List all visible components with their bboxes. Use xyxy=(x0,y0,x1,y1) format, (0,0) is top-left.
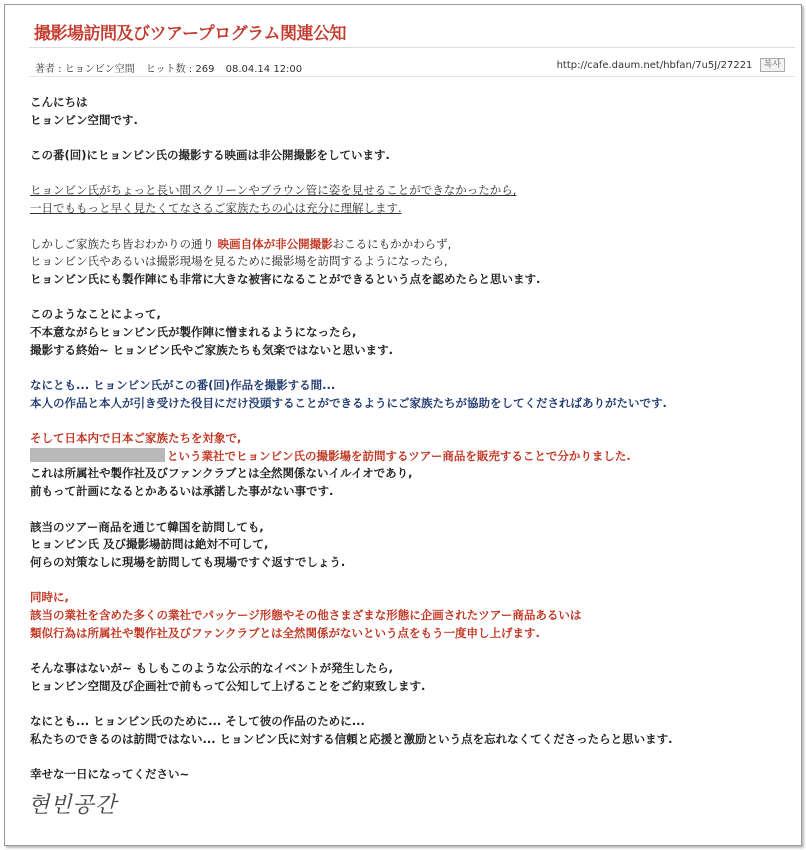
meta-divider xyxy=(29,76,795,77)
author-label: 著者 : ヒョンビン空間 xyxy=(35,64,135,75)
post-url-link[interactable]: http://cafe.daum.net/hbfan/7u5J/27221 xyxy=(556,60,753,71)
visit-policy-line: 何らの対策なしに現場を訪問しても現場ですぐ返すでしょう. xyxy=(30,554,346,569)
post-datetime: 08.04.14 12:00 xyxy=(225,64,303,75)
disclaimer-line: 類似行為は所属社や製作社及びファンクラブとは全然関係がないという点をもう一度申し上げます. xyxy=(30,625,540,640)
request-text: しかしご家族たち皆おわかりの通り xyxy=(30,236,214,251)
closing-paragraph-line: 私たちのできるのは訪問ではない... ヒョンビン氏に対する信頼と応援と激励という点を忘れなくてくださったらと思います. xyxy=(30,731,673,746)
closing-paragraph-line: なにとも... ヒョンビン氏のために... そして彼の作品のために... xyxy=(30,714,365,729)
understanding-line: 一日でももっと早く見たくてなさるご家族たちの心は充分に理解します. xyxy=(30,201,402,216)
handwritten-signature: 현빈공간 xyxy=(28,793,118,818)
understanding-line: ヒョンビン氏がちょっと長い間スクリーンやブラウン管に姿を見せることができなかったから, xyxy=(30,183,517,198)
tour-warning-line xyxy=(30,448,780,466)
highlight-closed-filming: 映画自体が非公開撮影 xyxy=(217,236,333,251)
post-url-area xyxy=(557,58,785,72)
request-text: おこるにもかかわらず, xyxy=(332,236,452,251)
consequence-line: 撮影する終始~ ヒョンビン氏やご家族たちも気楽ではないと思います. xyxy=(30,342,394,357)
tour-warning-text: という業社でヒョンビン氏の撮影場を訪問するツアー商品を販売することで分かりました. xyxy=(167,448,631,463)
cooperation-line: なにとも... ヒョンビン氏がこの番(回)作品を撮影する間... xyxy=(30,378,336,392)
promise-line: ヒョンビン空間及び企画社で前もって公知して上げることをご約束致します. xyxy=(30,678,426,693)
request-line xyxy=(30,236,780,254)
post-body xyxy=(30,94,780,784)
post-meta xyxy=(35,60,310,75)
post-title: 撮影場訪問及びツアープログラム関連公知 xyxy=(34,24,346,44)
tour-warning-line: 前もって計画になるとかあるいは承諾した事がない事です. xyxy=(30,484,334,499)
disclaimer-line: 同時に, xyxy=(30,590,69,605)
hits-label: ヒット数 : 269 xyxy=(145,64,215,75)
request-line: ヒョンビン氏やあるいは撮影現場を見るために撮影場を訪問するようになったら, xyxy=(30,254,448,269)
greeting-line: ヒョンビン空間です. xyxy=(30,112,138,127)
notice-line: この番(回)にヒョンビン氏の撮影する映画は非公開撮影をしています. xyxy=(30,148,390,163)
copy-url-button[interactable]: 복사 xyxy=(760,58,785,72)
redacted-company-name xyxy=(30,448,165,462)
tour-warning-line: そして日本内で日本ご家族たちを対象で, xyxy=(30,431,242,446)
visit-policy-line: 該当のツアー商品を通じて韓国を訪問しても, xyxy=(30,519,264,534)
consequence-line: このようなことによって, xyxy=(30,307,161,322)
title-divider xyxy=(29,47,795,48)
tour-warning-line: これは所属社や製作社及びファンクラブとは全然関係ないイルイオであり, xyxy=(30,466,413,481)
consequence-line: 不本意ながらヒョンビン氏が製作陣に憎まれるようになったら, xyxy=(30,324,357,339)
cooperation-line: 本人の作品と本人が引き受けた役目にだけ没頭することができるようにご家族たちが協助をしてくださればありがたいです. xyxy=(30,395,667,410)
disclaimer-line: 該当の業社を含めた多くの業社でパッケージ形態やその他さまざまな形態に企画されたツアー商品あるいは xyxy=(30,607,582,622)
promise-line: そんな事はないが~ もしもこのような公示的なイベントが発生したら, xyxy=(30,661,394,675)
greeting-line: こんにちは xyxy=(30,95,88,109)
request-line: ヒョンビン氏にも製作陣にも非常に大きな被害になることができるという点を認めたらと思います. xyxy=(30,271,541,286)
closing-greeting: 幸せな一日になってください~ xyxy=(30,767,190,782)
visit-policy-line: ヒョンビン氏 及び撮影場訪問は絶対不可して, xyxy=(30,537,269,552)
